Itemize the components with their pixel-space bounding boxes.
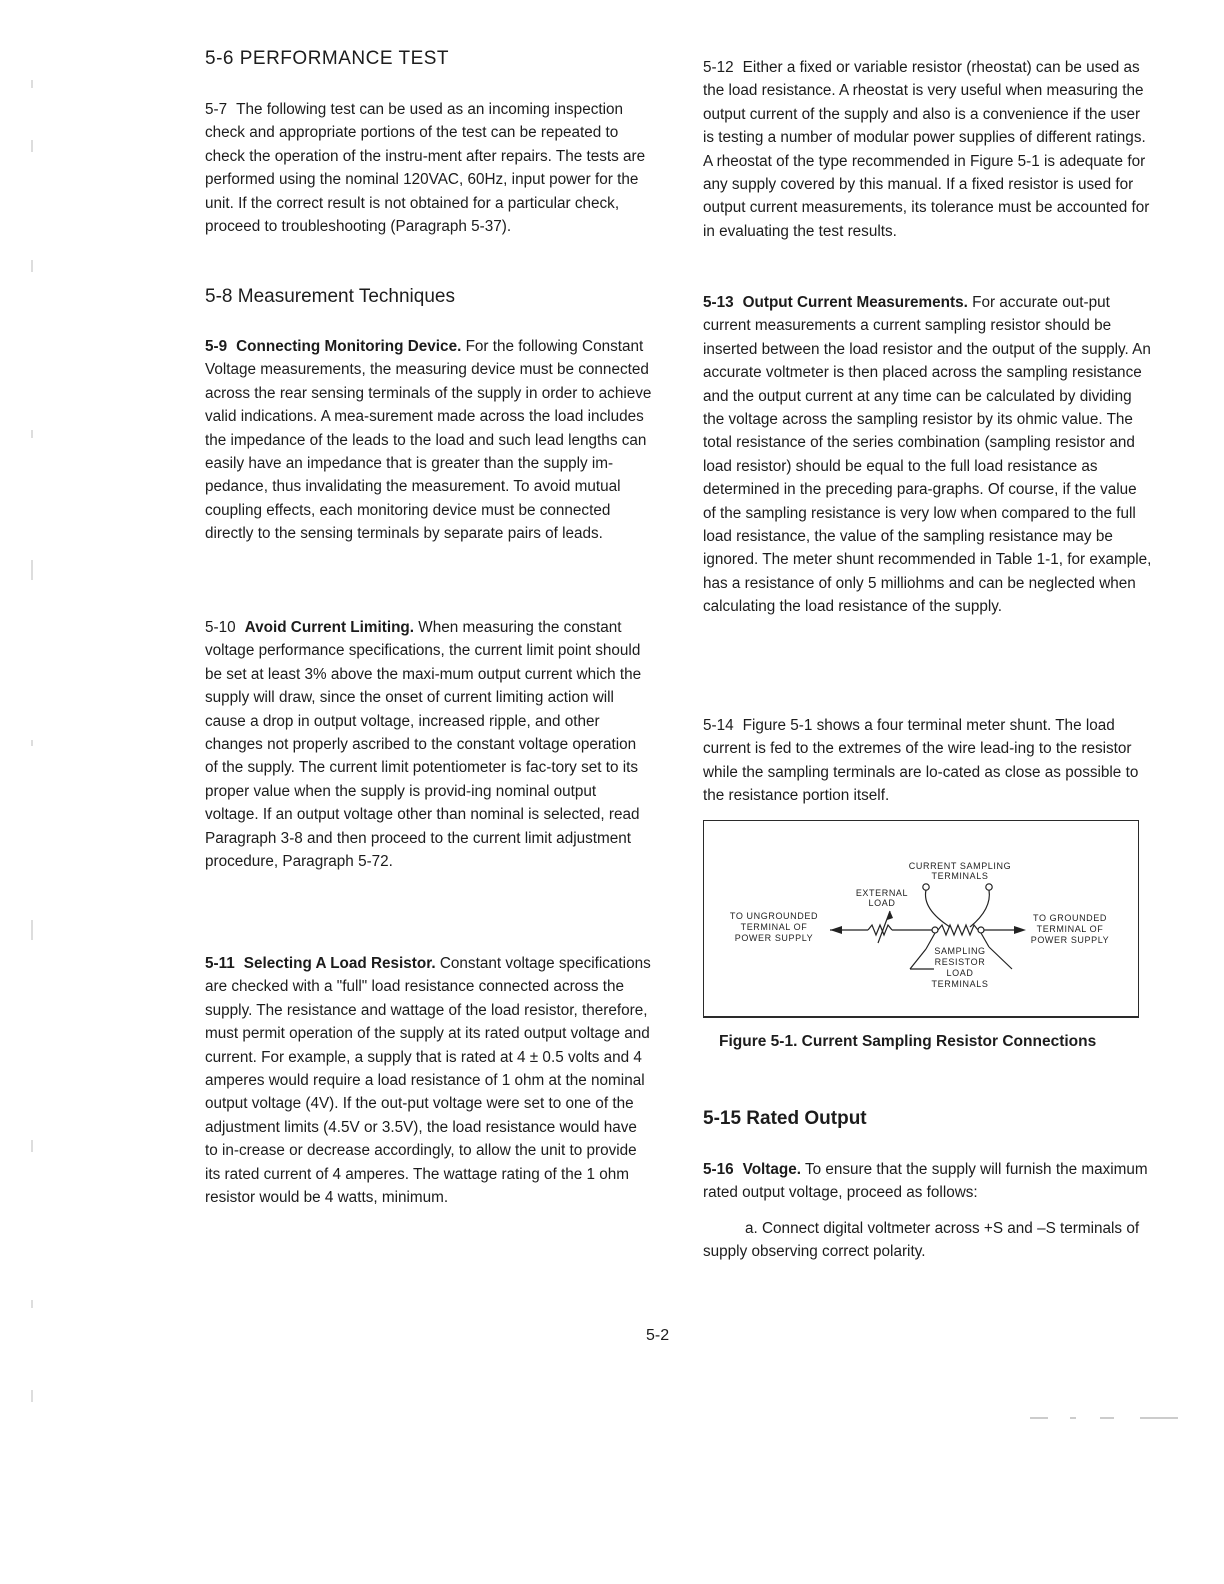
paragraph-number: 5-9: [205, 338, 228, 355]
paragraph-5-12: [703, 56, 1153, 243]
label-current-sampling: CURRENT SAMPLING: [908, 861, 1012, 871]
label-external-load-2: LOAD: [868, 898, 896, 908]
paragraph-text: Either a fixed or variable resistor (rheostat) can be used as the load resistance. A rheostat is very useful when measuring the output current of the supply and also is a convenience if the user is testing a number of modular power supplies of different ratings. A rheostat of the type recommended in Figure 5-1 is adequate for any supply covered by this manual. If a fixed resistor is used for output current measurements, its tolerance must be accounted for in evaluating the test results.: [703, 59, 1150, 240]
external-load-resistor-icon: [868, 925, 892, 935]
arrow-right-icon: [1014, 926, 1026, 934]
arrow-left-icon: [830, 926, 842, 934]
section-heading-5-8: 5-8 Measurement Techniques: [205, 286, 455, 307]
paragraph-label: Output Current Measurements.: [742, 294, 968, 311]
paragraph-5-11: [205, 952, 653, 1209]
paragraph-number: 5-16: [703, 1161, 734, 1178]
paragraph-number: 5-14: [703, 717, 734, 734]
paragraph-5-14: [703, 714, 1153, 808]
leader-bracket-right: [989, 947, 1012, 969]
label-load-terminals-2: TERMINALS: [931, 979, 989, 989]
paragraph-5-13: [703, 291, 1153, 619]
figure-caption: Figure 5-1. Current Sampling Resistor Connections: [719, 1033, 1097, 1050]
paragraph-text: For the following Constant Voltage measurements, the measuring device must be connected across the rear sensing terminals of the supply in order to achieve valid indications. A mea-surement made across the load includes the impedance of the leads to the load and such lead lengths can easily have an impedance that is greater than the supply im-pedance, thus invalidating the measurement. To avoid mutual coupling effects, each monitoring device must be connected directly to the sensing terminals by separate pairs of leads.: [205, 338, 652, 543]
label-ungrounded-3: POWER SUPPLY: [734, 933, 814, 943]
paragraph-number: 5-12: [703, 59, 734, 76]
paragraph-5-7: [205, 98, 653, 238]
step-a: a. Connect digital voltmeter across +S and –S terminals of supply observing correct polarity.: [703, 1220, 1140, 1261]
figure-5-1: [703, 820, 1139, 1018]
leader-bracket-left: [910, 949, 926, 969]
paragraph-text: The following test can be used as an incoming inspection check and appropriate portions of the test can be repeated to check the operation of the instru-ment after repairs. The tests are performed using the nominal 120VAC, 60Hz, input power for the unit. If the correct result is not obtained for a particular check, proceed to troubleshooting (Paragraph 5-37).: [205, 101, 646, 236]
paragraph-text: Constant voltage specifications are checked with a "full" load resistance connected across the supply. The resistance and wattage of the load resistor, therefore, must permit operation of the supply at its rated output voltage and current. For example, a supply that is rated at 4 ± 0.5 volts and 4 amperes would require a load resistance of 1 ohm at the nominal output voltage (4V). If the out-put voltage were set to one of the adjustment limits (4.5V or 3.5V), the load resistance would have to in-crease or decrease accordingly, to allow the unit to provide its rated current of 4 amperes. The wattage rating of the 1 ohm resistor would be 4 watts, minimum.: [205, 955, 651, 1207]
label-grounded: TO GROUNDED: [1033, 913, 1107, 923]
label-current-sampling-2: TERMINALS: [931, 871, 989, 881]
paragraph-number: 5-11: [205, 955, 235, 972]
paragraph-text: Figure 5-1 shows a four terminal meter shunt. The load current is fed to the extremes of the wire lead-ing to the resistor while the sampling terminals are lo-cated as close as possible to the resistance portion itself.: [703, 717, 1139, 805]
paragraph-text: When measuring the constant voltage performance specifications, the current limit point should be set at least 3% above the maxi-mum output current which the supply will draw, since the onset of current limiting action will cause a drop in output voltage, increased ripple, and other changes not properly ascribed to the constant voltage operation of the supply. The current limit potentiometer is fac-tory set to its proper value when the supply is provid-ing nominal output voltage. If an output voltage other than nominal is selected, read Paragraph 3-8 and then proceed to the current limit adjustment procedure, Paragraph 5-72.: [205, 619, 642, 871]
sampling-resistor-icon: [938, 925, 978, 935]
load-terminal-right: [978, 927, 984, 933]
paragraph-5-10: [205, 616, 653, 873]
sampling-terminal-left: [923, 884, 929, 890]
page-number: 5-2: [646, 1327, 670, 1344]
paragraph-label: Selecting A Load Resistor.: [243, 955, 436, 972]
paragraph-label: Connecting Monitoring Device.: [236, 338, 462, 355]
scan-noise-marks: [1030, 1408, 1180, 1414]
paragraph-number: 5-13: [703, 294, 734, 311]
paragraph-number: 5-7: [205, 101, 228, 118]
sampling-terminal-right: [986, 884, 992, 890]
paragraph-text: For accurate out-put current measurements a current sampling resistor should be inserted between the load resistor and the output of the supply. An accurate voltmeter is then placed across the sampling resistance and the output current at any time can be calculated by dividing the voltage across the sampling resistor by its ohmic value. The total resistance of the series combination (sampling resistor and load resistor) should be equal to the full load resistance as determined in the preceding para-graphs. Of course, if the value of the sampling resistance is very low when compared to the full load resistance, the value of the sampling resistance may be ignored. The meter shunt recommended in Table 1-1, for example, has a resistance of only 5 milliohms and can be neglected when calculating the load resistance of the supply.: [703, 294, 1152, 616]
section-heading-5-15: 5-15 Rated Output: [703, 1108, 867, 1129]
paragraph-text: To ensure that the supply will furnish the maximum rated output voltage, proceed as follows:: [703, 1161, 1148, 1202]
label-sampling-resistor-2: RESISTOR: [934, 957, 986, 967]
sampling-lead-right: [970, 890, 989, 927]
label-sampling-resistor: SAMPLING: [934, 946, 986, 956]
paragraph-5-16: [703, 1158, 1153, 1205]
load-terminal-left: [932, 927, 938, 933]
label-grounded-2: TERMINAL OF: [1036, 924, 1104, 934]
scan-margin-marks: [30, 40, 34, 1420]
current-sampling-diagram: [704, 821, 1138, 1016]
label-load-terminals: LOAD: [946, 968, 974, 978]
label-ungrounded: TO UNGROUNDED: [729, 911, 819, 921]
paragraph-label: Avoid Current Limiting.: [244, 619, 415, 636]
paragraph-5-9: [205, 335, 653, 546]
sampling-lead-left: [926, 890, 951, 927]
label-ungrounded-2: TERMINAL OF: [740, 922, 808, 932]
leader-load-right: [981, 933, 989, 947]
section-heading-5-6: 5-6 PERFORMANCE TEST: [205, 48, 450, 69]
paragraph-label: Voltage.: [742, 1161, 801, 1178]
label-external-load: EXTERNAL: [855, 888, 909, 898]
paragraph-number: 5-10: [205, 619, 236, 636]
label-grounded-3: POWER SUPPLY: [1030, 935, 1110, 945]
